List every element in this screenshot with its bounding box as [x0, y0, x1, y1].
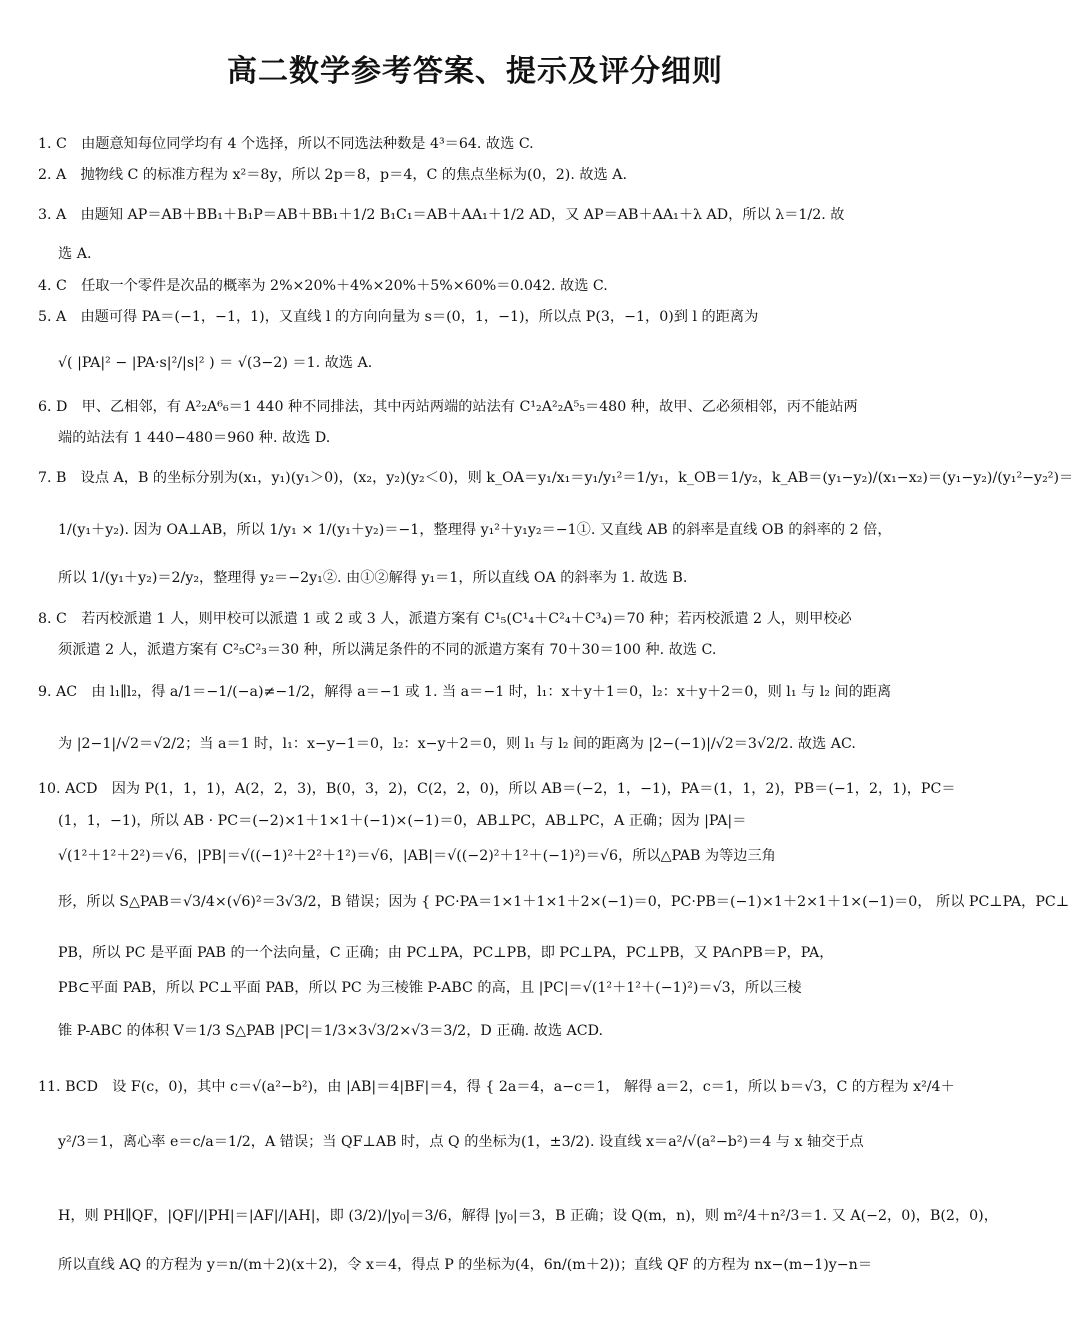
page-title: 高二数学参考答案、提示及评分细则	[227, 54, 723, 89]
answer-q1: 1. C 由题意知每位同学均有 4 个选择，所以不同选法种数是 4³＝64. 故选 C.	[38, 136, 534, 152]
answer-q3: 3. A 由题知 AP＝AB＋BB₁＋B₁P＝AB＋BB₁＋1/2 B₁C₁＝AB＋AA₁＋1/2 AD，又 AP＝AB＋AA₁＋λ AD，所以 λ＝1/2. 故	[38, 207, 845, 223]
answer-q11-cont2: H，则 PH∥QF，|QF|/|PH|＝|AF|/|AH|，即 (3/2)/|y₀|＝3/6，解得 |y₀|＝3，B 正确；设 Q(m，n)，则 m²/4＋n²/3＝1. 又 A(−2，0)，B(2，0)，	[58, 1208, 998, 1224]
answer-q7-cont2: 所以 1/(y₁＋y₂)＝2/y₂，整理得 y₂＝−2y₁②. 由①②解得 y₁＝1，所以直线 OA 的斜率为 1. 故选 B.	[58, 570, 688, 586]
answer-q5-cont: √( |PA|² − |PA·s|²/|s|² ) ＝ √(3−2) ＝1. 故选 A.	[58, 355, 373, 371]
answer-q9: 9. AC 由 l₁∥l₂，得 a/1＝−1/(−a)≠−1/2，解得 a＝−1 或 1. 当 a＝−1 时，l₁：x＋y＋1＝0，l₂：x＋y＋2＝0，则 l₁ 与 l₂ 间的距离	[38, 684, 892, 700]
answer-q10-cont5: PB⊂平面 PAB，所以 PC⊥平面 PAB，所以 PC 为三棱锥 P-ABC 的高，且 |PC|＝√(1²＋1²＋(−1)²)＝√3，所以三棱	[58, 980, 802, 996]
answer-q8: 8. C 若丙校派遣 1 人，则甲校可以派遣 1 或 2 或 3 人，派遣方案有 C¹₅(C¹₄＋C²₄＋C³₄)＝70 种；若丙校派遣 2 人，则甲校必	[38, 611, 852, 627]
answer-q9-cont: 为 |2−1|/√2＝√2/2；当 a＝1 时，l₁：x−y−1＝0，l₂：x−y＋2＝0，则 l₁ 与 l₂ 间的距离为 |2−(−1)|/√2＝3√2/2. 故选 AC.	[58, 736, 856, 752]
answer-q6: 6. D 甲、乙相邻，有 A²₂A⁶₆＝1 440 种不同排法，其中丙站两端的站法有 C¹₂A²₂A⁵₅＝480 种，故甲、乙必须相邻，丙不能站两	[38, 399, 858, 415]
answer-q10-cont3: 形，所以 S△PAB＝√3/4×(√6)²＝3√3/2，B 错误；因为 { PC·PA＝1×1＋1×1＋2×(−1)＝0，PC·PB＝(−1)×1＋2×1＋1×(−1)＝0， 所以 PC⊥PA，PC⊥	[58, 894, 1070, 910]
answer-q10-cont4: PB，所以 PC 是平面 PAB 的一个法向量，C 正确；由 PC⊥PA，PC⊥PB，即 PC⊥PA，PC⊥PB，又 PA∩PB＝P，PA，	[58, 945, 834, 961]
answer-q6-cont: 端的站法有 1 440−480＝960 种. 故选 D.	[58, 430, 331, 446]
answer-q2: 2. A 抛物线 C 的标准方程为 x²＝8y，所以 2p＝8，p＝4，C 的焦点坐标为(0，2). 故选 A.	[38, 167, 627, 183]
answer-q5: 5. A 由题可得 PA＝(−1，−1，1)，又直线 l 的方向向量为 s＝(0，1，−1)，所以点 P(3，−1，0)到 l 的距离为	[38, 309, 759, 325]
answer-q11-cont1: y²/3＝1，离心率 e＝c/a＝1/2，A 错误；当 QF⊥AB 时，点 Q 的坐标为(1，±3/2). 设直线 x＝a²/√(a²−b²)＝4 与 x 轴交于点	[58, 1134, 864, 1150]
answer-q8-cont: 须派遣 2 人，派遣方案有 C²₅C²₃＝30 种，所以满足条件的不同的派遣方案有 70＋30＝100 种. 故选 C.	[58, 642, 717, 658]
answer-q10-cont6: 锥 P-ABC 的体积 V＝1/3 S△PAB |PC|＝1/3×3√3/2×√3＝3/2，D 正确. 故选 ACD.	[58, 1023, 604, 1039]
answer-q10: 10. ACD 因为 P(1，1，1)，A(2，2，3)，B(0，3，2)，C(2，2，0)，所以 AB＝(−2，1，−1)，PA＝(1，1，2)，PB＝(−1，2，1)，PC＝	[38, 781, 956, 797]
answer-q7-cont1: 1/(y₁＋y₂). 因为 OA⊥AB，所以 1/y₁ × 1/(y₁＋y₂)＝−1，整理得 y₁²＋y₁y₂＝−1①. 又直线 AB 的斜率是直线 OB 的斜率的 2 倍，	[58, 522, 892, 538]
answer-q10-cont2: √(1²＋1²＋2²)＝√6，|PB|＝√((−1)²＋2²＋1²)＝√6，|AB|＝√((−2)²＋1²＋(−1)²)＝√6，所以△PAB 为等边三角	[58, 848, 776, 864]
answer-q4: 4. C 任取一个零件是次品的概率为 2%×20%＋4%×20%＋5%×60%＝0.042. 故选 C.	[38, 278, 608, 294]
answer-q3-cont: 选 A.	[58, 246, 92, 262]
answer-q7: 7. B 设点 A，B 的坐标分别为(x₁，y₁)(y₁＞0)，(x₂，y₂)(y₂＜0)，则 k_OA＝y₁/x₁＝y₁/y₁²＝1/y₁，k_OB＝1/y₂，k_AB＝(y₁−y₂)/(x₁−x₂)＝(y₁−y₂)/(y₁²−y₂²)＝	[38, 470, 1073, 486]
answer-q10-cont1: (1，1，−1)，所以 AB · PC＝(−2)×1＋1×1＋(−1)×(−1)＝0，AB⊥PC，AB⊥PC，A 正确；因为 |PA|＝	[58, 813, 747, 829]
answer-q11: 11. BCD 设 F(c，0)，其中 c＝√(a²−b²)，由 |AB|＝4|BF|＝4，得 { 2a＝4，a−c＝1， 解得 a＝2，c＝1，所以 b＝√3，C 的方程为 x²/4＋	[38, 1079, 955, 1095]
answer-q11-cont3: 所以直线 AQ 的方程为 y＝n/(m＋2)(x＋2)，令 x＝4，得点 P 的坐标为(4，6n/(m＋2))；直线 QF 的方程为 nx−(m−1)y−n＝	[58, 1257, 873, 1273]
